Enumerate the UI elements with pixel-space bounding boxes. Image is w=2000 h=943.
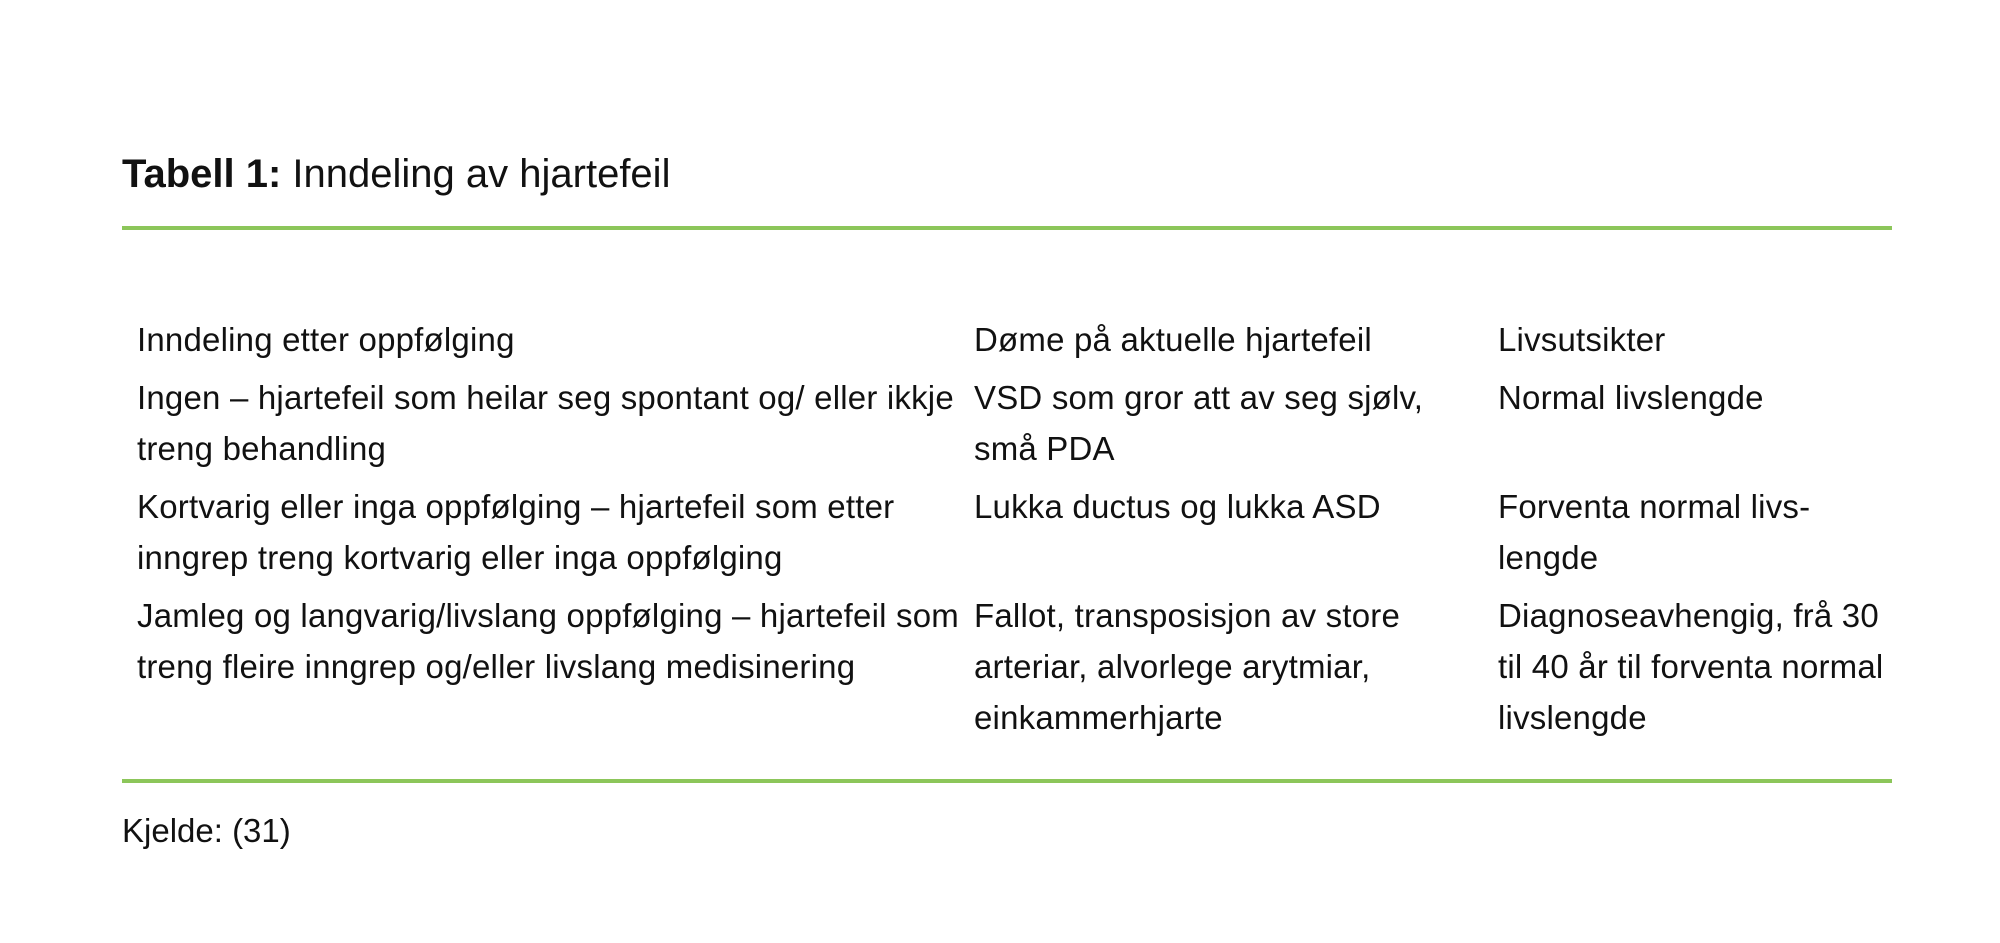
table-header-row <box>122 314 1892 372</box>
table-cell: Normal livslengde <box>1498 379 1764 416</box>
table-cell: Jamleg og langvarig/livslang oppfølging – hjartefeil som treng fleire inngrep og/eller livslang medisinering <box>137 597 959 685</box>
table-row <box>122 372 1892 481</box>
source-note: Kjelde: (31) <box>122 812 291 849</box>
table-cell: Diagnoseavhengig, frå 30 til 40 år til forventa normal livslengde <box>1498 597 1884 736</box>
table-caption <box>122 148 670 200</box>
top-rule <box>122 226 1892 230</box>
bottom-rule <box>122 779 1892 783</box>
caption-label: Tabell 1: <box>122 152 282 196</box>
table-row <box>122 481 1892 590</box>
heart-defect-table <box>122 314 1892 750</box>
table-cell: Fallot, transposisjon av store arteriar, alvorlege arytmiar, einkammerhjarte <box>974 597 1401 736</box>
table-cell: Kortvarig eller inga oppfølging – hjartefeil som etter inngrep treng kortvarig eller inga oppfølging <box>137 488 895 576</box>
table-cell: Lukka ductus og lukka ASD <box>974 488 1381 525</box>
column-header-prognosis: Livsutsikter <box>1498 321 1666 358</box>
table-cell: VSD som gror att av seg sjølv, små PDA <box>974 379 1424 467</box>
table-row <box>122 590 1892 750</box>
table-cell: Ingen – hjartefeil som heilar seg spontant og/ eller ikkje treng behandling <box>137 379 954 467</box>
column-header-followup: Inndeling etter oppfølging <box>137 321 515 358</box>
caption-title: Inndeling av hjartefeil <box>292 152 671 196</box>
table-cell: Forventa normal livs- lengde <box>1498 488 1811 576</box>
column-header-examples: Døme på aktuelle hjartefeil <box>974 321 1372 358</box>
